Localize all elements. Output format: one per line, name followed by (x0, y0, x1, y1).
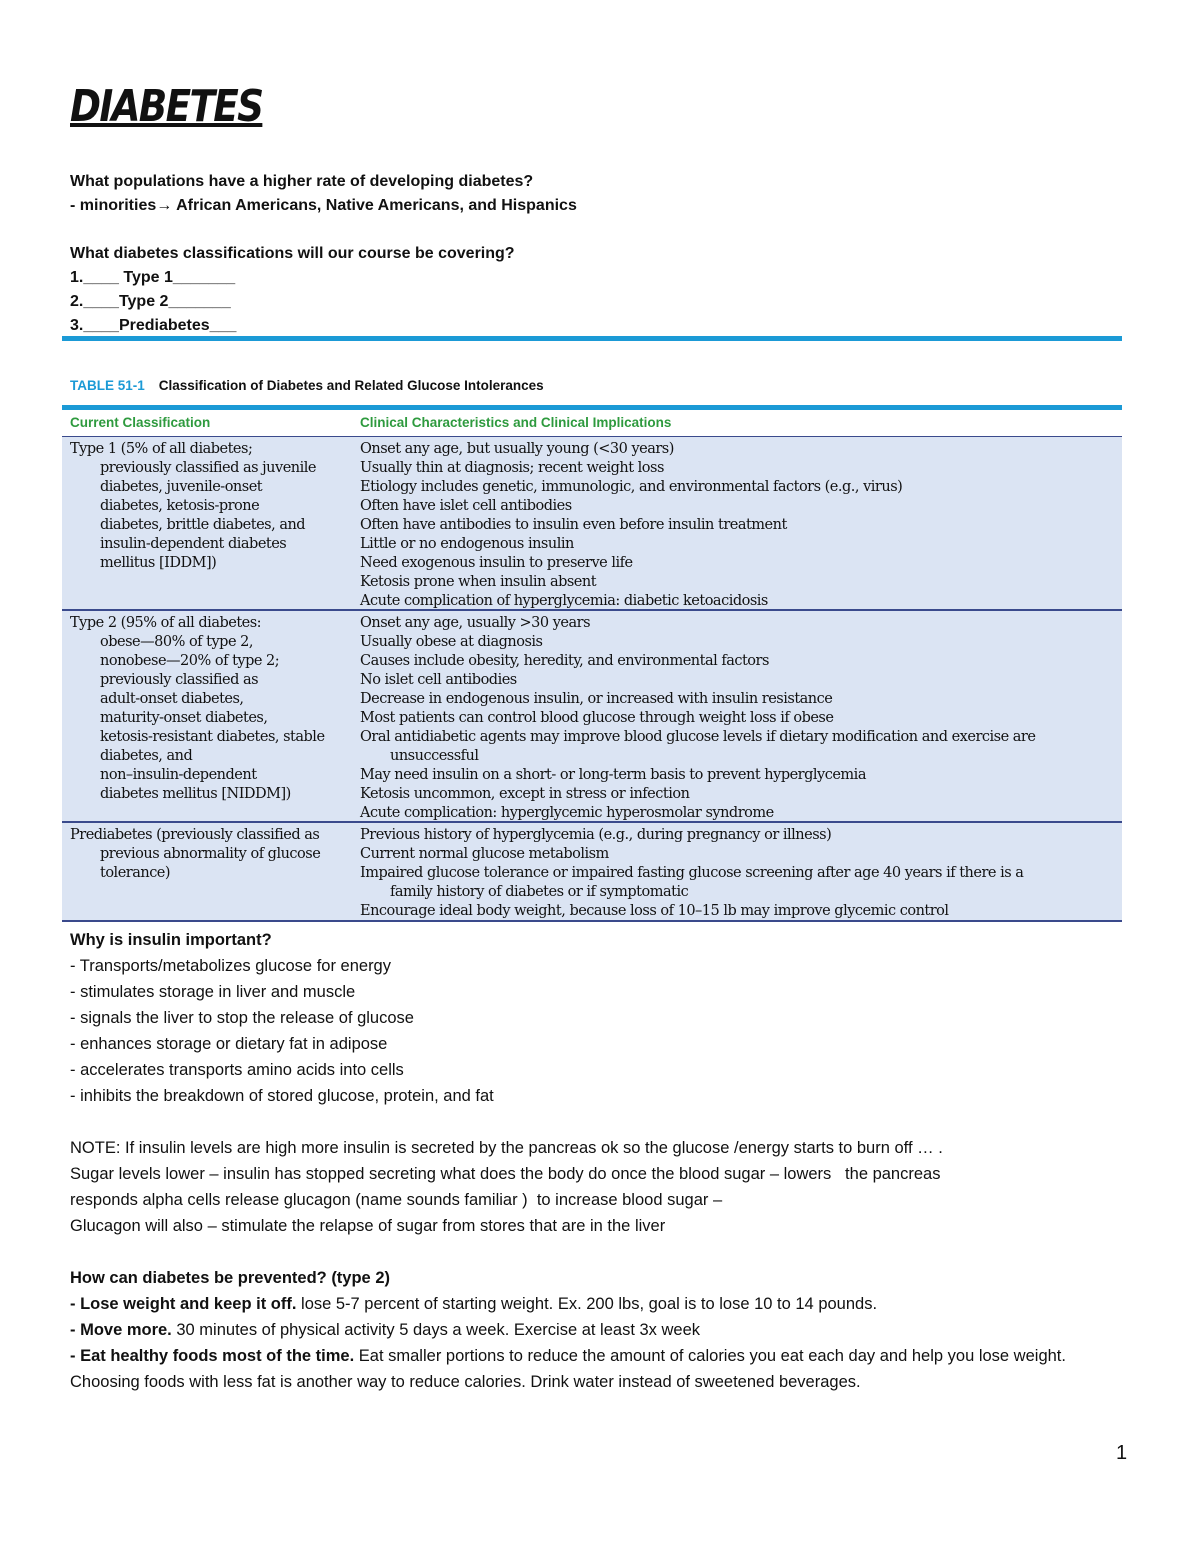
note-line: Glucagon will also – stimulate the relapse of sugar from stores that are in the liver (70, 1217, 666, 1235)
classification-text: diabetes, and (100, 748, 193, 764)
table-header-rule (62, 405, 1122, 410)
prevention-item-title: - Eat healthy foods most of the time. (70, 1347, 355, 1365)
classification-item: 3.____Prediabetes___ (70, 317, 237, 334)
populations-question: What populations have a higher rate of developing diabetes? (70, 173, 534, 190)
characteristic-item: Oral antidiabetic agents may improve blood glucose levels if dietary modification and exercise are (360, 729, 1036, 745)
characteristic-item: Previous history of hyperglycemia (e.g., during pregnancy or illness) (360, 827, 832, 843)
classification-text: adult-onset diabetes, (100, 691, 244, 707)
classification-text: obese—80% of type 2, (100, 634, 253, 650)
insulin-item: - inhibits the breakdown of stored glucose, protein, and fat (70, 1087, 494, 1105)
classification-text: tolerance) (100, 865, 171, 881)
characteristic-item: Impaired glucose tolerance or impaired fasting glucose screening after age 40 years if there is a (360, 865, 1024, 881)
characteristic-item: Decrease in endogenous insulin, or increased with insulin resistance (360, 691, 833, 707)
note-line: responds alpha cells release glucagon (name sounds familiar ) to increase blood sugar – (70, 1191, 723, 1209)
classification-text: Prediabetes (previously classified as (70, 827, 320, 843)
characteristic-item: Encourage ideal body weight, because loss of 10–15 lb may improve glycemic control (360, 903, 949, 919)
classification-text: previous abnormality of glucose (100, 846, 321, 862)
insulin-heading: Why is insulin important? (70, 931, 272, 949)
characteristic-item-continued: family history of diabetes or if symptomatic (390, 884, 689, 900)
classification-cell (70, 614, 355, 804)
characteristic-item: Usually thin at diagnosis; recent weight loss (360, 460, 664, 476)
insulin-item: - stimulates storage in liver and muscle (70, 983, 356, 1001)
column-header-classification: Current Classification (70, 415, 211, 430)
insulin-item: - Transports/metabolizes glucose for energy (70, 957, 391, 975)
classification-text: maturity-onset diabetes, (100, 710, 268, 726)
classification-text: mellitus [IDDM]) (100, 555, 217, 571)
populations-answer: - minorities→ African Americans, Native Americans, and Hispanics (70, 197, 577, 214)
characteristic-item: Little or no endogenous insulin (360, 536, 574, 552)
page-number: 1 (1116, 1442, 1128, 1464)
note-line: NOTE: If insulin levels are high more insulin is secreted by the pancreas ok so the glucose /energy starts to burn off … . (70, 1139, 943, 1157)
classification-item: 2.____Type 2_______ (70, 293, 231, 310)
populations-section (70, 170, 1130, 338)
table-caption (70, 378, 544, 393)
insulin-item: - accelerates transports amino acids into cells (70, 1061, 404, 1079)
classification-text: insulin-dependent diabetes (100, 536, 287, 552)
classification-text: diabetes, juvenile-onset (100, 479, 263, 495)
prevention-item-text: Eat smaller portions to reduce the amount of calories you eat each day and help you lose weight. Choosing foods with less fat is another way to reduce calories. Drink water instead of sweetened beverages. (70, 1347, 1066, 1391)
characteristic-item: Usually obese at diagnosis (360, 634, 543, 650)
characteristic-item: Etiology includes genetic, immunologic, and environmental factors (e.g., virus) (360, 479, 903, 495)
classification-text: nonobese—20% of type 2; (100, 653, 280, 669)
classification-cell (70, 440, 355, 573)
classification-item: 1.____ Type 1_______ (70, 269, 236, 286)
prevention-item-text: lose 5-7 percent of starting weight. Ex. 200 lbs, goal is to lose 10 to 14 pounds. (296, 1295, 878, 1313)
section-divider (62, 336, 1122, 341)
characteristic-item: Acute complication: hyperglycemic hyperosmolar syndrome (360, 805, 774, 821)
characteristic-item: May need insulin on a short- or long-term basis to prevent hyperglycemia (360, 767, 866, 783)
characteristic-item: Often have antibodies to insulin even before insulin treatment (360, 517, 787, 533)
table-row-prediabetes (62, 823, 1122, 922)
table-row-type2 (62, 611, 1122, 823)
prevention-item (70, 1343, 1110, 1395)
characteristics-cell (360, 826, 1120, 921)
note-line: Sugar levels lower – insulin has stopped secreting what does the body do once the blood sugar – lowers the pancreas (70, 1165, 941, 1183)
insulin-item: - signals the liver to stop the release of glucose (70, 1009, 414, 1027)
classification-text: previously classified as (100, 672, 259, 688)
prevention-item-title: - Lose weight and keep it off. (70, 1295, 297, 1313)
characteristic-item: Onset any age, usually >30 years (360, 615, 591, 631)
characteristics-cell (360, 614, 1120, 823)
column-header-characteristics: Clinical Characteristics and Clinical Implications (360, 415, 672, 430)
document-title: DIABETES (70, 81, 263, 132)
document-page (70, 78, 1130, 338)
characteristic-item-continued: unsuccessful (390, 748, 479, 764)
classification-text: non–insulin-dependent (100, 767, 257, 783)
characteristic-item: No islet cell antibodies (360, 672, 517, 688)
classification-cell (70, 826, 355, 883)
classification-text: ketosis-resistant diabetes, stable (100, 729, 325, 745)
prevention-heading: How can diabetes be prevented? (type 2) (70, 1269, 390, 1287)
prevention-item-text: 30 minutes of physical activity 5 days a week. Exercise at least 3x week (171, 1321, 701, 1339)
characteristic-item: Most patients can control blood glucose through weight loss if obese (360, 710, 834, 726)
table-header (62, 412, 1122, 438)
classification-text: previously classified as juvenile (100, 460, 316, 476)
characteristic-item: Ketosis prone when insulin absent (360, 574, 597, 590)
insulin-item: - enhances storage or dietary fat in adipose (70, 1035, 388, 1053)
characteristics-cell (360, 440, 1120, 611)
characteristic-item: Often have islet cell antibodies (360, 498, 572, 514)
classification-text: Type 1 (5% of all diabetes; (70, 441, 253, 457)
characteristic-item: Need exogenous insulin to preserve life (360, 555, 633, 571)
table-row-type1 (62, 437, 1122, 611)
characteristic-item: Onset any age, but usually young (<30 years) (360, 441, 674, 457)
prevention-item (70, 1317, 1130, 1343)
notes-section (70, 927, 1130, 1395)
prevention-item (70, 1291, 1130, 1317)
table-number: TABLE 51-1 (70, 378, 145, 393)
characteristic-item: Causes include obesity, heredity, and environmental factors (360, 653, 769, 669)
prevention-item-title: - Move more. (70, 1321, 172, 1339)
classification-text: Type 2 (95% of all diabetes: (70, 615, 262, 631)
classification-text: diabetes, ketosis-prone (100, 498, 260, 514)
characteristic-item: Ketosis uncommon, except in stress or infection (360, 786, 690, 802)
classifications-question: What diabetes classifications will our course be covering? (70, 245, 515, 262)
characteristic-item: Current normal glucose metabolism (360, 846, 609, 862)
table-title: Classification of Diabetes and Related Glucose Intolerances (158, 378, 544, 393)
characteristic-item: Acute complication of hyperglycemia: diabetic ketoacidosis (360, 593, 768, 609)
classification-text: diabetes mellitus [NIDDM]) (100, 786, 291, 802)
classification-text: diabetes, brittle diabetes, and (100, 517, 306, 533)
